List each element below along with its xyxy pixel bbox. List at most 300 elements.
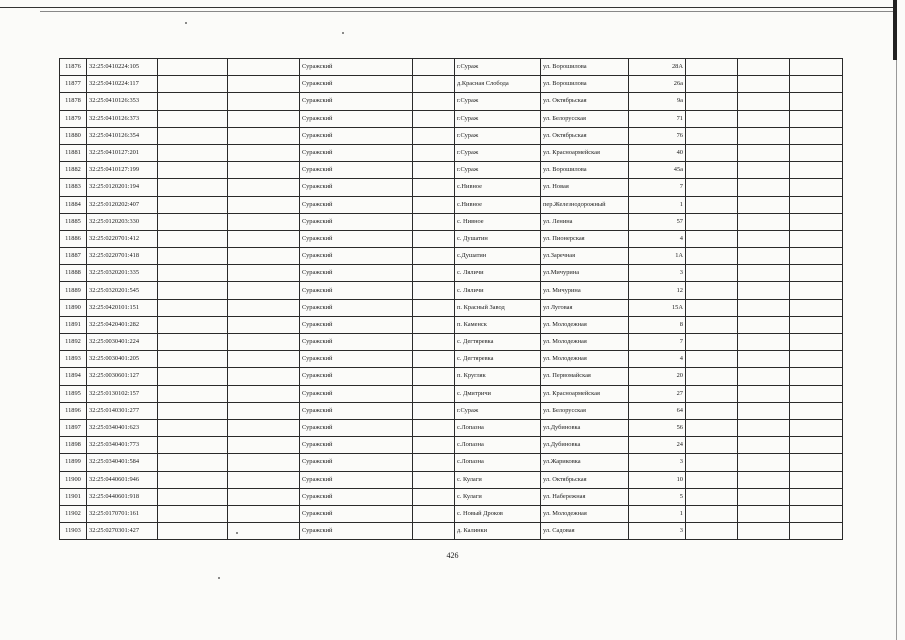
empty-cell <box>738 93 790 110</box>
empty-cell <box>228 505 300 522</box>
record-number: 11901 <box>60 488 87 505</box>
empty-cell <box>228 385 300 402</box>
empty-cell <box>738 213 790 230</box>
settlement-cell: с. Нивное <box>455 213 541 230</box>
empty-cell <box>738 76 790 93</box>
street-cell: ул. Красноармейская <box>541 385 629 402</box>
empty-cell <box>790 230 843 247</box>
empty-cell <box>158 316 228 333</box>
district-cell: Суражский <box>300 162 413 179</box>
street-cell: ул. Октябрьская <box>541 471 629 488</box>
cadastral-number: 32:25:0410127:199 <box>87 162 158 179</box>
table-row <box>60 93 843 110</box>
street-cell: ул. Красноармейская <box>541 144 629 161</box>
empty-cell <box>790 385 843 402</box>
empty-cell <box>228 265 300 282</box>
settlement-cell: с.Нивное <box>455 196 541 213</box>
empty-cell <box>228 230 300 247</box>
empty-cell <box>738 402 790 419</box>
empty-cell <box>686 488 738 505</box>
empty-cell <box>738 265 790 282</box>
record-number: 11884 <box>60 196 87 213</box>
empty-cell <box>686 454 738 471</box>
empty-cell <box>790 454 843 471</box>
empty-cell <box>228 402 300 419</box>
empty-cell <box>686 523 738 540</box>
street-cell: ул. Белорусская <box>541 110 629 127</box>
settlement-cell: с.Нивное <box>455 179 541 196</box>
house-number-cell: 4 <box>629 351 686 368</box>
empty-cell <box>686 144 738 161</box>
street-cell: ул.Дубиновка <box>541 419 629 436</box>
street-cell: ул.Жариковка <box>541 454 629 471</box>
record-number: 11887 <box>60 248 87 265</box>
street-cell: ул. Молодежная <box>541 505 629 522</box>
record-number: 11877 <box>60 76 87 93</box>
empty-cell <box>738 282 790 299</box>
table-row <box>60 248 843 265</box>
empty-cell <box>413 265 455 282</box>
empty-cell <box>790 334 843 351</box>
empty-cell <box>738 419 790 436</box>
empty-cell <box>413 248 455 265</box>
cadastral-number: 32:25:0220701:418 <box>87 248 158 265</box>
settlement-cell: п. Красный Завод <box>455 299 541 316</box>
cadastral-number: 32:25:0410126:373 <box>87 110 158 127</box>
house-number-cell: 15А <box>629 299 686 316</box>
empty-cell <box>158 334 228 351</box>
empty-cell <box>228 299 300 316</box>
table-row <box>60 334 843 351</box>
house-number-cell: 1А <box>629 248 686 265</box>
cadastral-number: 32:25:0440601:946 <box>87 471 158 488</box>
empty-cell <box>790 316 843 333</box>
empty-cell <box>790 419 843 436</box>
settlement-cell: с. Душатин <box>455 230 541 247</box>
table-row <box>60 437 843 454</box>
settlement-cell: п. Кругляк <box>455 368 541 385</box>
empty-cell <box>738 351 790 368</box>
empty-cell <box>413 523 455 540</box>
record-number: 11878 <box>60 93 87 110</box>
house-number-cell: 8 <box>629 316 686 333</box>
house-number-cell: 3 <box>629 265 686 282</box>
empty-cell <box>228 282 300 299</box>
settlement-cell: с. Новый Дроков <box>455 505 541 522</box>
empty-cell <box>158 110 228 127</box>
table-row <box>60 265 843 282</box>
empty-cell <box>228 196 300 213</box>
district-cell: Суражский <box>300 454 413 471</box>
house-number-cell: 1 <box>629 505 686 522</box>
empty-cell <box>413 454 455 471</box>
district-cell: Суражский <box>300 59 413 76</box>
table-row <box>60 59 843 76</box>
house-number-cell: 7 <box>629 179 686 196</box>
cadastral-number: 32:25:0120203:330 <box>87 213 158 230</box>
district-cell: Суражский <box>300 110 413 127</box>
cadastral-number: 32:25:0030401:224 <box>87 334 158 351</box>
cadastral-number: 32:25:0270301:427 <box>87 523 158 540</box>
district-cell: Суражский <box>300 385 413 402</box>
district-cell: Суражский <box>300 419 413 436</box>
empty-cell <box>738 248 790 265</box>
cadastral-number: 32:25:0420401:282 <box>87 316 158 333</box>
empty-cell <box>686 127 738 144</box>
empty-cell <box>228 437 300 454</box>
record-number: 11885 <box>60 213 87 230</box>
cadastral-number: 32:25:0130102:157 <box>87 385 158 402</box>
empty-cell <box>738 385 790 402</box>
empty-cell <box>790 93 843 110</box>
empty-cell <box>790 179 843 196</box>
empty-cell <box>158 144 228 161</box>
record-number: 11883 <box>60 179 87 196</box>
empty-cell <box>413 179 455 196</box>
empty-cell <box>686 334 738 351</box>
empty-cell <box>158 299 228 316</box>
empty-cell <box>413 93 455 110</box>
scan-speck <box>185 22 187 24</box>
empty-cell <box>738 144 790 161</box>
empty-cell <box>413 213 455 230</box>
house-number-cell: 9а <box>629 93 686 110</box>
cadastral-number: 32:25:0340401:623 <box>87 419 158 436</box>
empty-cell <box>790 523 843 540</box>
table-row <box>60 488 843 505</box>
empty-cell <box>738 59 790 76</box>
top-border-line <box>0 7 893 8</box>
empty-cell <box>158 505 228 522</box>
empty-cell <box>738 488 790 505</box>
record-number: 11881 <box>60 144 87 161</box>
empty-cell <box>413 385 455 402</box>
record-number: 11898 <box>60 437 87 454</box>
cadastral-number: 32:25:0030401:205 <box>87 351 158 368</box>
empty-cell <box>158 523 228 540</box>
page-number: 426 <box>446 551 459 560</box>
record-number: 11892 <box>60 334 87 351</box>
empty-cell <box>158 196 228 213</box>
house-number-cell: 64 <box>629 402 686 419</box>
cadastral-number: 32:25:0170701:161 <box>87 505 158 522</box>
street-cell: ул.Дубиновка <box>541 437 629 454</box>
record-number: 11897 <box>60 419 87 436</box>
district-cell: Суражский <box>300 127 413 144</box>
empty-cell <box>413 351 455 368</box>
empty-cell <box>738 316 790 333</box>
district-cell: Суражский <box>300 368 413 385</box>
empty-cell <box>790 59 843 76</box>
district-cell: Суражский <box>300 179 413 196</box>
table-row <box>60 213 843 230</box>
empty-cell <box>686 93 738 110</box>
settlement-cell: г.Сураж <box>455 59 541 76</box>
table-row <box>60 76 843 93</box>
district-cell: Суражский <box>300 471 413 488</box>
empty-cell <box>413 162 455 179</box>
empty-cell <box>738 162 790 179</box>
table-row <box>60 454 843 471</box>
empty-cell <box>228 93 300 110</box>
cadastral-number: 32:25:0120202:407 <box>87 196 158 213</box>
empty-cell <box>228 213 300 230</box>
scan-speck <box>218 577 220 579</box>
street-cell: ул.Заречная <box>541 248 629 265</box>
empty-cell <box>413 144 455 161</box>
table-row <box>60 385 843 402</box>
empty-cell <box>228 59 300 76</box>
house-number-cell: 7 <box>629 334 686 351</box>
table-row <box>60 282 843 299</box>
house-number-cell: 56 <box>629 419 686 436</box>
empty-cell <box>686 59 738 76</box>
empty-cell <box>413 316 455 333</box>
settlement-cell: г.Сураж <box>455 144 541 161</box>
empty-cell <box>158 385 228 402</box>
empty-cell <box>228 419 300 436</box>
empty-cell <box>790 437 843 454</box>
settlement-cell: г.Сураж <box>455 93 541 110</box>
settlement-cell: с. Кулаги <box>455 488 541 505</box>
empty-cell <box>790 488 843 505</box>
empty-cell <box>790 299 843 316</box>
empty-cell <box>228 488 300 505</box>
cadastral-number: 32:25:0030601:127 <box>87 368 158 385</box>
district-cell: Суражский <box>300 282 413 299</box>
street-cell: пер.Железнодорожный <box>541 196 629 213</box>
empty-cell <box>228 471 300 488</box>
cadastral-number: 32:25:0410126:353 <box>87 93 158 110</box>
house-number-cell: 40 <box>629 144 686 161</box>
record-number: 11876 <box>60 59 87 76</box>
settlement-cell: с. Ляличи <box>455 265 541 282</box>
street-cell: ул. Пионерская <box>541 230 629 247</box>
district-cell: Суражский <box>300 144 413 161</box>
table-row <box>60 505 843 522</box>
empty-cell <box>413 76 455 93</box>
empty-cell <box>228 454 300 471</box>
street-cell: ул. Молодежная <box>541 334 629 351</box>
street-cell: ул.Мичурина <box>541 265 629 282</box>
empty-cell <box>790 196 843 213</box>
empty-cell <box>738 368 790 385</box>
empty-cell <box>158 471 228 488</box>
empty-cell <box>228 523 300 540</box>
record-number: 11903 <box>60 523 87 540</box>
empty-cell <box>413 471 455 488</box>
district-cell: Суражский <box>300 213 413 230</box>
empty-cell <box>228 110 300 127</box>
empty-cell <box>158 368 228 385</box>
settlement-cell: с.Душатин <box>455 248 541 265</box>
house-number-cell: 5 <box>629 488 686 505</box>
street-cell: ул. Октябрьская <box>541 93 629 110</box>
empty-cell <box>228 316 300 333</box>
district-cell: Суражский <box>300 334 413 351</box>
cadastral-number: 32:25:0410224:117 <box>87 76 158 93</box>
record-number: 11880 <box>60 127 87 144</box>
empty-cell <box>413 230 455 247</box>
district-cell: Суражский <box>300 299 413 316</box>
table-row <box>60 471 843 488</box>
empty-cell <box>686 265 738 282</box>
table-row <box>60 368 843 385</box>
empty-cell <box>686 351 738 368</box>
empty-cell <box>228 179 300 196</box>
cadastral-number: 32:25:0340401:773 <box>87 437 158 454</box>
table-row <box>60 523 843 540</box>
empty-cell <box>686 162 738 179</box>
table-row <box>60 316 843 333</box>
house-number-cell: 28А <box>629 59 686 76</box>
district-cell: Суражский <box>300 437 413 454</box>
street-cell: ул. Ворошилова <box>541 162 629 179</box>
street-cell: ул. Первомайская <box>541 368 629 385</box>
house-number-cell: 12 <box>629 282 686 299</box>
record-number: 11890 <box>60 299 87 316</box>
empty-cell <box>413 505 455 522</box>
empty-cell <box>790 76 843 93</box>
street-cell: ул. Новая <box>541 179 629 196</box>
empty-cell <box>158 265 228 282</box>
empty-cell <box>686 471 738 488</box>
empty-cell <box>790 282 843 299</box>
settlement-cell: с. Дегтяревка <box>455 334 541 351</box>
empty-cell <box>413 59 455 76</box>
cadastral-number: 32:25:0410224:105 <box>87 59 158 76</box>
empty-cell <box>738 230 790 247</box>
empty-cell <box>158 179 228 196</box>
table-row <box>60 230 843 247</box>
empty-cell <box>158 437 228 454</box>
cadastral-number: 32:25:0410126:354 <box>87 127 158 144</box>
street-cell: ул. Белорусская <box>541 402 629 419</box>
empty-cell <box>738 523 790 540</box>
settlement-cell: д.Красная Слобода <box>455 76 541 93</box>
empty-cell <box>228 334 300 351</box>
empty-cell <box>686 316 738 333</box>
empty-cell <box>790 368 843 385</box>
empty-cell <box>413 282 455 299</box>
street-cell: ул Луговая <box>541 299 629 316</box>
empty-cell <box>158 248 228 265</box>
right-border-line <box>896 8 897 640</box>
empty-cell <box>686 213 738 230</box>
district-cell: Суражский <box>300 230 413 247</box>
empty-cell <box>686 402 738 419</box>
empty-cell <box>158 162 228 179</box>
district-cell: Суражский <box>300 523 413 540</box>
scan-edge-mark <box>893 0 897 60</box>
empty-cell <box>738 505 790 522</box>
settlement-cell: г.Сураж <box>455 110 541 127</box>
empty-cell <box>686 110 738 127</box>
house-number-cell: 26а <box>629 76 686 93</box>
empty-cell <box>413 196 455 213</box>
empty-cell <box>158 419 228 436</box>
settlement-cell: с. Дегтяревка <box>455 351 541 368</box>
street-cell: ул. Молодежная <box>541 351 629 368</box>
registry-table <box>59 58 843 540</box>
empty-cell <box>738 437 790 454</box>
empty-cell <box>686 179 738 196</box>
street-cell: ул. Октябрьская <box>541 127 629 144</box>
cadastral-number: 32:25:0420101:151 <box>87 299 158 316</box>
house-number-cell: 71 <box>629 110 686 127</box>
empty-cell <box>228 162 300 179</box>
settlement-cell: г.Сураж <box>455 402 541 419</box>
table-row <box>60 402 843 419</box>
table-row <box>60 144 843 161</box>
empty-cell <box>738 179 790 196</box>
empty-cell <box>158 282 228 299</box>
table-row <box>60 162 843 179</box>
empty-cell <box>413 299 455 316</box>
district-cell: Суражский <box>300 196 413 213</box>
record-number: 11899 <box>60 454 87 471</box>
table-row <box>60 127 843 144</box>
house-number-cell: 3 <box>629 454 686 471</box>
house-number-cell: 4 <box>629 230 686 247</box>
scan-speck <box>342 32 344 34</box>
empty-cell <box>686 505 738 522</box>
empty-cell <box>413 334 455 351</box>
empty-cell <box>738 471 790 488</box>
cadastral-number: 32:25:0220701:412 <box>87 230 158 247</box>
cadastral-number: 32:25:0140301:277 <box>87 402 158 419</box>
table-row <box>60 196 843 213</box>
district-cell: Суражский <box>300 93 413 110</box>
empty-cell <box>686 282 738 299</box>
district-cell: Суражский <box>300 265 413 282</box>
street-cell: ул. Ворошилова <box>541 76 629 93</box>
street-cell: ул. Садовая <box>541 523 629 540</box>
cadastral-number: 32:25:0320201:335 <box>87 265 158 282</box>
empty-cell <box>686 299 738 316</box>
house-number-cell: 27 <box>629 385 686 402</box>
empty-cell <box>738 334 790 351</box>
empty-cell <box>738 127 790 144</box>
empty-cell <box>158 213 228 230</box>
settlement-cell: с. Ляличи <box>455 282 541 299</box>
settlement-cell: г.Сураж <box>455 127 541 144</box>
house-number-cell: 10 <box>629 471 686 488</box>
table-row <box>60 179 843 196</box>
district-cell: Суражский <box>300 76 413 93</box>
empty-cell <box>790 144 843 161</box>
empty-cell <box>686 196 738 213</box>
house-number-cell: 45а <box>629 162 686 179</box>
table-row <box>60 351 843 368</box>
empty-cell <box>686 437 738 454</box>
record-number: 11895 <box>60 385 87 402</box>
street-cell: ул. Молодежная <box>541 316 629 333</box>
empty-cell <box>228 76 300 93</box>
empty-cell <box>413 402 455 419</box>
empty-cell <box>790 402 843 419</box>
empty-cell <box>790 248 843 265</box>
settlement-cell: с.Лопазна <box>455 437 541 454</box>
district-cell: Суражский <box>300 351 413 368</box>
empty-cell <box>413 419 455 436</box>
cadastral-number: 32:25:0120201:194 <box>87 179 158 196</box>
house-number-cell: 3 <box>629 523 686 540</box>
empty-cell <box>738 299 790 316</box>
record-number: 11902 <box>60 505 87 522</box>
record-number: 11882 <box>60 162 87 179</box>
empty-cell <box>413 368 455 385</box>
